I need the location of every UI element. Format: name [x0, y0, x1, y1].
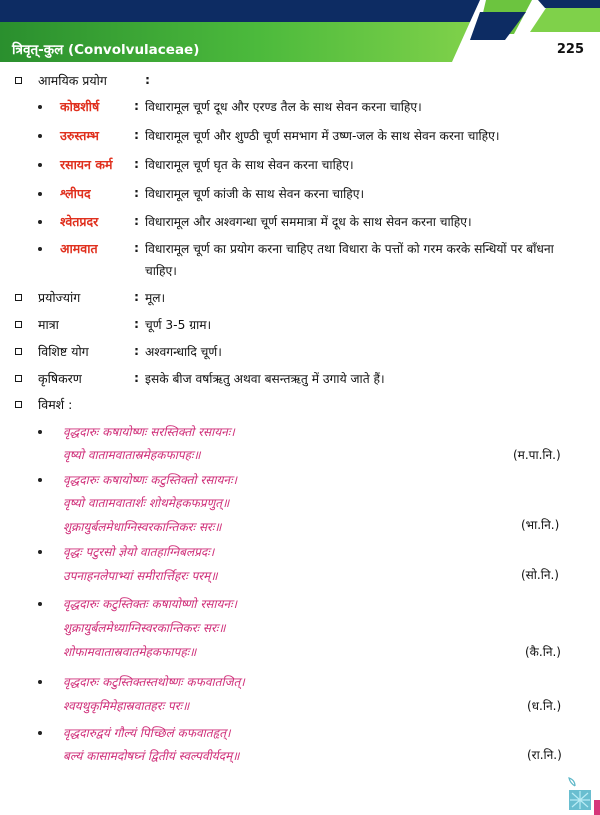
verse-reference: (म.पा.नि.): [513, 448, 561, 462]
bullet-dot: [38, 550, 42, 554]
verse-line: बल्यं कासामदोषघ्नं द्वितीयं स्वल्पवीर्यदम्॥: [63, 749, 240, 763]
term-colon: :: [134, 98, 139, 113]
section-heading-matra: मात्रा: [38, 317, 59, 332]
page-header: [0, 0, 600, 62]
usage-term: रसायन कर्म: [60, 157, 113, 172]
verse-line: वृद्धदारुद्वयं गौल्यं पिच्छिलं कफवातहृत्।: [63, 726, 231, 740]
section-colon: :: [134, 343, 139, 358]
verse-reference: (रा.नि.): [527, 748, 562, 762]
verse-line: शुक्रायुर्बलमेधाग्निस्वरकान्तिकरः सरः॥: [63, 520, 222, 534]
term-colon: :: [134, 240, 139, 255]
checkbox-bullet: [15, 321, 22, 328]
bullet-dot: [38, 163, 42, 167]
bullet-dot: [38, 105, 42, 109]
verse-reference: (ध.नि.): [527, 699, 562, 713]
section-colon: :: [134, 289, 139, 304]
term-colon: :: [134, 156, 139, 171]
section-heading-amayika: आमयिक प्रयोग: [38, 73, 107, 88]
bullet-dot: [38, 247, 42, 251]
verse-line: वृष्यो वातामवातास्रमेहकफापहः॥: [63, 448, 201, 462]
verse-line: शोफामवातास्रवातमेहकफापहः॥: [63, 645, 197, 659]
verse-reference: (कै.नि.): [525, 645, 561, 659]
verse-line: वृद्धदारुः कषायोष्णः सरस्तिक्तो रसायनः।: [63, 425, 235, 439]
section-heading-vimarsha: विमर्श :: [38, 397, 73, 412]
usage-desc: विधारामूल चूर्ण दूध और एरण्ड तैल के साथ सेवन करना चाहिए।: [145, 100, 422, 114]
usage-desc: विधारामूल चूर्ण कांजी के साथ सेवन करना चाहिए।: [145, 187, 365, 201]
usage-desc: विधारामूल चूर्ण का प्रयोग करना चाहिए तथा विधारा के पत्तों को गरम करके सन्धियों पर बाँधना: [145, 242, 554, 256]
heading-colon: :: [145, 72, 150, 87]
checkbox-bullet: [15, 77, 22, 84]
bullet-dot: [38, 478, 42, 482]
bullet-dot: [38, 680, 42, 684]
verse-line: शुक्रायुर्बलमेध्याग्निस्वरकान्तिकरः सरः॥: [63, 621, 226, 635]
usage-desc-continued: चाहिए।: [145, 264, 177, 278]
section-value: इसके बीज वर्षाऋतु अथवा बसन्तऋतु में उगाये जाते हैं।: [145, 372, 385, 386]
usage-term: श्लीपद: [60, 186, 91, 201]
bullet-dot: [38, 731, 42, 735]
usage-term: श्वेतप्रदर: [60, 214, 99, 229]
bullet-dot: [38, 134, 42, 138]
term-colon: :: [134, 127, 139, 142]
section-heading-prayojyanga: प्रयोज्यांग: [38, 290, 81, 305]
term-colon: :: [134, 213, 139, 228]
checkbox-bullet: [15, 401, 22, 408]
bullet-dot: [38, 192, 42, 196]
verse-line: श्वयथुकृमिमेहास्रवातहरः परः॥: [63, 699, 190, 713]
checkbox-bullet: [15, 294, 22, 301]
checkbox-bullet: [15, 375, 22, 382]
usage-desc: विधारामूल चूर्ण और शुण्ठी चूर्ण समभाग में उष्ण-जल के साथ सेवन करना चाहिए।: [145, 129, 500, 143]
verse-line: वृद्धः पटुरसो ज्ञेयो वातहाग्निबलप्रदः।: [63, 545, 215, 559]
usage-desc: विधारामूल और अश्वगन्धा चूर्ण सममात्रा में दूध के साथ सेवन करना चाहिए।: [145, 215, 472, 229]
usage-desc: विधारामूल चूर्ण घृत के साथ सेवन करना चाहिए।: [145, 158, 354, 172]
corner-ornament: [560, 776, 600, 815]
usage-term: कोष्ठशीर्ष: [60, 99, 100, 114]
section-colon: :: [134, 370, 139, 385]
usage-term: आमवात: [60, 241, 98, 256]
page-number: 225: [556, 42, 584, 57]
verse-line: उपनाहनलेपाभ्यां समीरार्त्तिहरः परम्॥: [63, 569, 218, 583]
usage-term: उरुस्तम्भ: [60, 128, 99, 143]
verse-line: वृद्धदारुः कषायोष्णः कटुस्तिक्तो रसायनः।: [63, 473, 238, 487]
verse-line: वृद्धदारुः कटुस्तिक्तस्तथोष्णः कफवातजित्।: [63, 675, 245, 689]
section-heading-vishishta-yoga: विशिष्ट योग: [38, 344, 89, 359]
section-value: मूल।: [145, 291, 166, 305]
bullet-dot: [38, 602, 42, 606]
verse-line: वृष्यो वातामवातार्शः शोथमेहकफप्रणुत्॥: [63, 496, 230, 510]
section-heading-krishikarana: कृषिकरण: [38, 371, 82, 386]
bullet-dot: [38, 430, 42, 434]
section-colon: :: [134, 316, 139, 331]
section-value: चूर्ण 3-5 ग्राम।: [145, 318, 212, 332]
header-title: त्रिवृत्-कुल (Convolvulaceae): [12, 42, 200, 58]
bullet-dot: [38, 220, 42, 224]
verse-reference: (सो.नि.): [521, 568, 559, 582]
verse-line: वृद्धदारुः कटुस्तिक्तः कषायोष्णो रसायनः।: [63, 597, 238, 611]
section-value: अश्वगन्धादि चूर्ण।: [145, 345, 222, 359]
checkbox-bullet: [15, 348, 22, 355]
verse-reference: (भा.नि.): [521, 518, 560, 532]
term-colon: :: [134, 185, 139, 200]
